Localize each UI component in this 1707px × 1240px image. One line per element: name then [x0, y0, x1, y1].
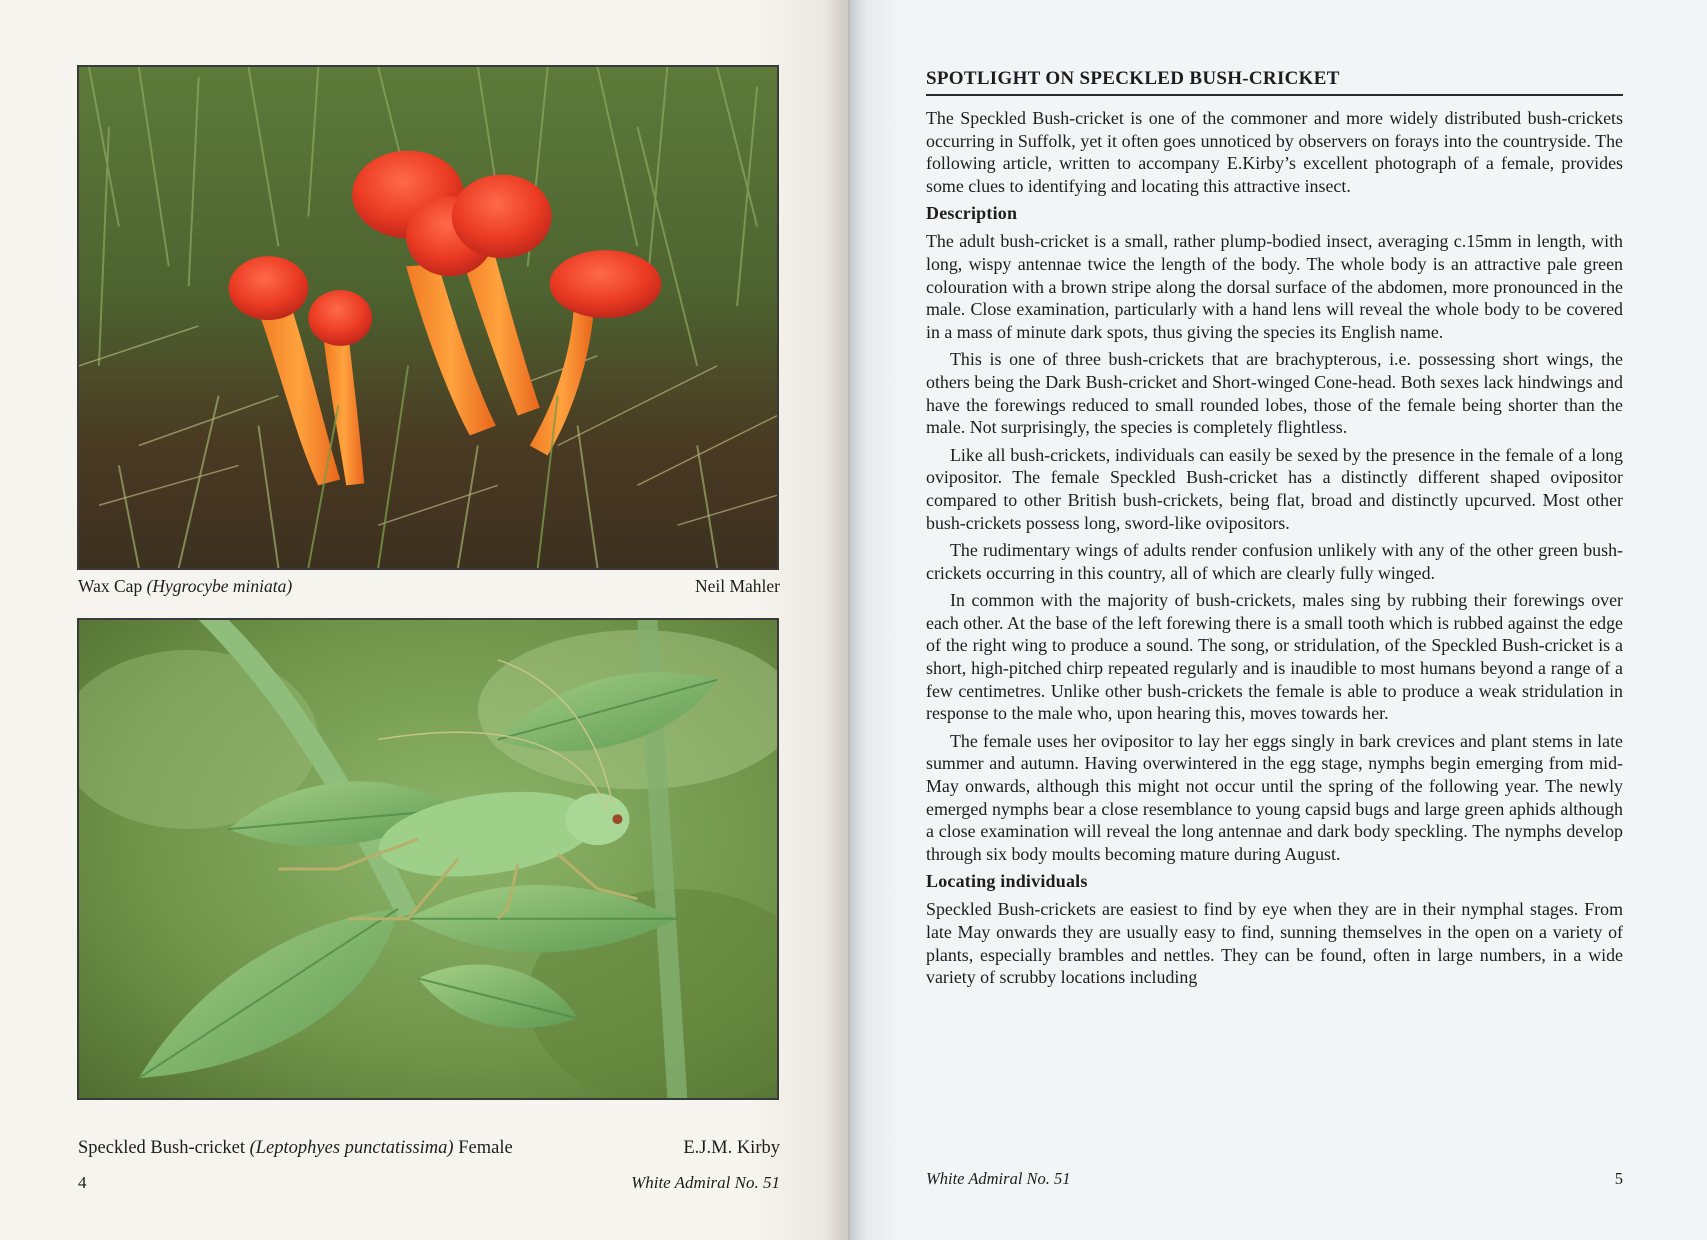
- caption-sex: Female: [453, 1138, 513, 1158]
- caption-common-name: Speckled Bush-cricket: [78, 1138, 250, 1158]
- wax-cap-caption: [78, 576, 780, 597]
- wax-cap-photo: [77, 65, 779, 570]
- wax-cap-illustration: [79, 67, 777, 568]
- locating-heading: Locating individuals: [926, 871, 1088, 892]
- right-page-footer: [926, 1169, 1623, 1189]
- caption-common-name: Wax Cap: [78, 576, 147, 596]
- intro-paragraph: The Speckled Bush-cricket is one of the commoner and more widely distributed bush-crickets occurring in Suffolk, yet it often goes unnoticed by observers on forays into the countryside. The following article, written to accompany E.Kirby’s excellent photograph of a female, provides some clues to identifying and locating this attractive insect.: [926, 108, 1623, 196]
- wax-cap-caption-text: [78, 576, 292, 597]
- page-number: 4: [78, 1173, 87, 1192]
- page-number: 5: [1614, 1169, 1623, 1188]
- bush-cricket-illustration: [79, 620, 777, 1098]
- photo-credit: E.J.M. Kirby: [683, 1138, 780, 1158]
- magazine-issue: White Admiral No. 51: [926, 1169, 1071, 1188]
- article-title: SPOTLIGHT ON SPECKLED BUSH-CRICKET: [926, 68, 1623, 96]
- description-paragraph: The female uses her ovipositor to lay her eggs singly in bark crevices and plant stems in late summer and autumn. Having overwintered in the egg stage, nymphs begin emerging from mid-May onwards, although this might not occur until the spring of the following year. The newly emerged nymphs bear a close resemblance to young capsid bugs and large green aphids although a close examination will reveal the long antennae and dark body speckling. The nymphs develop through six body moults becoming mature during August.: [926, 730, 1623, 864]
- magazine-issue: White Admiral No. 51: [631, 1173, 780, 1192]
- description-paragraph: The rudimentary wings of adults render confusion unlikely with any of the other green bush-crickets occurring in this country, all of which are clearly fully winged.: [926, 540, 1623, 583]
- left-page-footer: [78, 1173, 780, 1193]
- bush-cricket-caption: [78, 1138, 780, 1159]
- description-heading: Description: [926, 203, 1018, 224]
- description-paragraph: In common with the majority of bush-crickets, males sing by rubbing their forewings over each other. At the base of the left forewing there is a small tooth which is rubbed against the edge of the right wing to produce a sound. The song, or stridulation, of the Speckled Bush-cricket is a short, high-pitched chirp repeated regularly and is inaudible to most humans beyond a range of a few centimetres. Unlike other bush-crickets the female is able to produce a weak stridulation in response to the male who, upon hearing this, moves towards her.: [926, 590, 1623, 724]
- locating-paragraph: Speckled Bush-crickets are easiest to find by eye when they are in their nymphal stages. From late May onwards they are usually easy to find, sunning themselves in the open on a variety of plants, especially brambles and nettles. They can be found, often in large numbers, in a wide variety of scrubby locations including: [926, 899, 1623, 988]
- left-page: [0, 0, 850, 1240]
- article: [926, 68, 1623, 994]
- bush-cricket-caption-text: [78, 1138, 513, 1159]
- caption-species: (Hygrocybe miniata): [146, 576, 293, 596]
- bush-cricket-photo: [77, 618, 779, 1100]
- description-paragraph: Like all bush-crickets, individuals can easily be sexed by the presence in the female of a long ovipositor. The female Speckled Bush-cricket has a distinctly different shaped ovipositor compared to other British bush-crickets, being flat, broad and distinctly upcurved. Most other bush-crickets possess long, sword-like ovipositors.: [926, 444, 1623, 533]
- description-paragraph: The adult bush-cricket is a small, rather plump-bodied insect, averaging c.15mm in length, with long, wispy antennae twice the length of the body. The whole body is an attractive pale green colouration with a brown stripe along the dorsal surface of the abdomen, more pronounced in the male. Close examination, particularly with a hand lens will reveal the whole body to be covered in a mass of minute dark spots, thus giving the species its English name.: [926, 231, 1623, 342]
- description-paragraph: This is one of three bush-crickets that are brachypterous, i.e. possessing short wings, the others being the Dark Bush-cricket and Short-winged Cone-head. Both sexes lack hindwings and have the forewings reduced to small rounded lobes, those of the female being shorter than the male. Not surprisingly, the species is completely flightless.: [926, 349, 1623, 438]
- photo-credit: Neil Mahler: [694, 576, 780, 596]
- caption-species: (Leptophyes punctatissima): [249, 1138, 454, 1158]
